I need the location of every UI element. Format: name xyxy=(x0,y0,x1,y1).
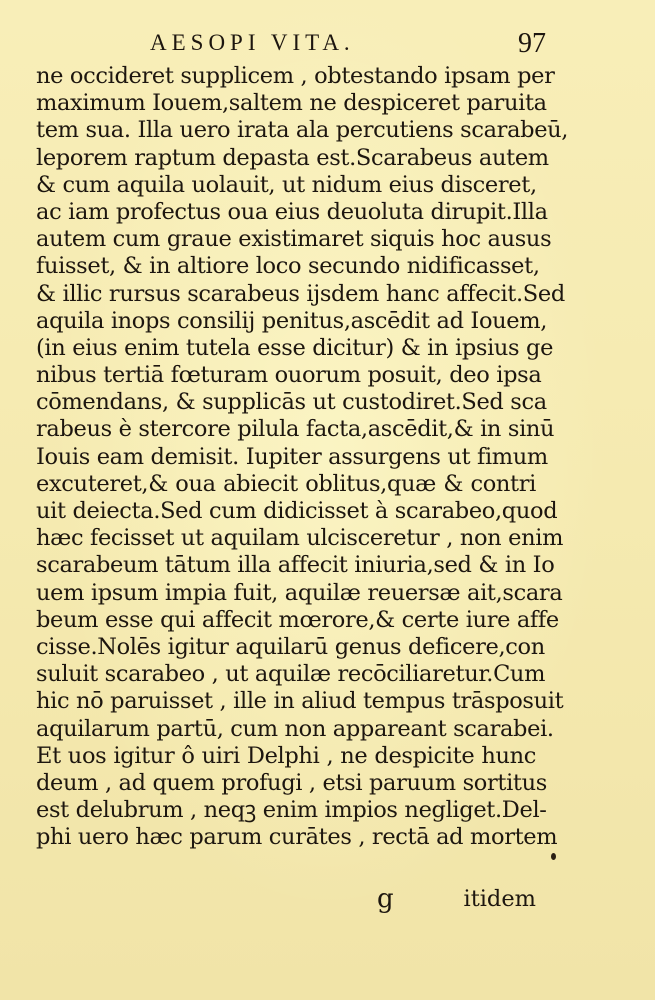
text-line: maximum Iouem,saltem ne despiceret paruita xyxy=(36,90,547,117)
text-line: aquila inops consilij penitus,ascēdit ad Iouem, xyxy=(36,307,548,334)
text-line: & illic rursus scarabeus ijsdem hanc affecit.Sed xyxy=(36,280,565,307)
text-line: hic nō paruisset , ille in aliud tempus trāsposuit xyxy=(36,688,564,715)
margin-ink-mark xyxy=(551,853,556,860)
text-line: aquilarum partū, cum non appareant scarabei. xyxy=(36,715,554,742)
text-line: est delubrum , neqꝫ enim impios negliget.Del- xyxy=(36,797,547,824)
text-line: nibus tertiā fœturam ouorum posuit, deo ipsa xyxy=(36,362,542,389)
text-line: (in eius enim tutela esse dicitur) & in ipsius ge xyxy=(36,334,554,361)
text-line: fuisset, & in altiore loco secundo nidificasset, xyxy=(36,253,540,280)
text-line: suluit scarabeo , ut aquilæ recōciliaretur.Cum xyxy=(36,661,546,688)
text-line: leporem raptum depasta est.Scarabeus autem xyxy=(36,144,549,171)
text-line: autem cum graue existimaret siquis hoc ausus xyxy=(36,226,552,253)
text-line: phi uero hæc parum curātes , rectā ad mortem xyxy=(36,824,558,851)
text-line: Et uos igitur ô uiri Delphi , ne despicite hunc xyxy=(36,742,536,769)
text-line: hæc fecisset ut aquilam ulcisceretur , non enim xyxy=(36,525,564,552)
text-line: uit deiecta.Sed cum didicisset à scarabeo,quod xyxy=(36,498,558,524)
signature-mark: g xyxy=(377,884,394,914)
text-line: & cum aquila uolauit, ut nidum eius disceret, xyxy=(36,171,537,198)
text-line: ne occideret supplicem , obtestando ipsam per xyxy=(36,63,555,89)
body-text xyxy=(36,63,569,851)
text-line: scarabeum tātum illa affecit iniuria,sed & in Io xyxy=(36,552,555,579)
page-footer xyxy=(36,884,536,914)
text-line: tem sua. Illa uero irata ala percutiens scarabeū, xyxy=(36,117,569,144)
text-line: excuteret,& oua abiecit oblitus,quæ & contri xyxy=(36,470,536,497)
catchword: itidem xyxy=(463,886,536,912)
page-number: 97 xyxy=(518,28,546,59)
text-line: Iouis eam demisit. Iupiter assurgens ut fimum xyxy=(36,443,548,470)
text-line: rabeus è stercore pilula facta,ascēdit,& in sinū xyxy=(36,416,555,443)
text-line: deum , ad quem profugi , etsi paruum sortitus xyxy=(36,769,547,796)
text-line: ac iam profectus oua eius deuoluta dirupit.Illa xyxy=(36,198,548,225)
text-line: beum esse qui affecit mœrore,& certe iure affe xyxy=(36,606,559,633)
text-line: uem ipsum impia fuit, aquilæ reuersæ ait,scara xyxy=(36,579,563,606)
text-line: cisse.Nolēs igitur aquilarū genus deficere,con xyxy=(36,633,545,660)
running-title: AESOPI VITA. xyxy=(150,30,355,55)
text-line: cōmendans, & supplicās ut custodiret.Sed sca xyxy=(36,389,547,416)
